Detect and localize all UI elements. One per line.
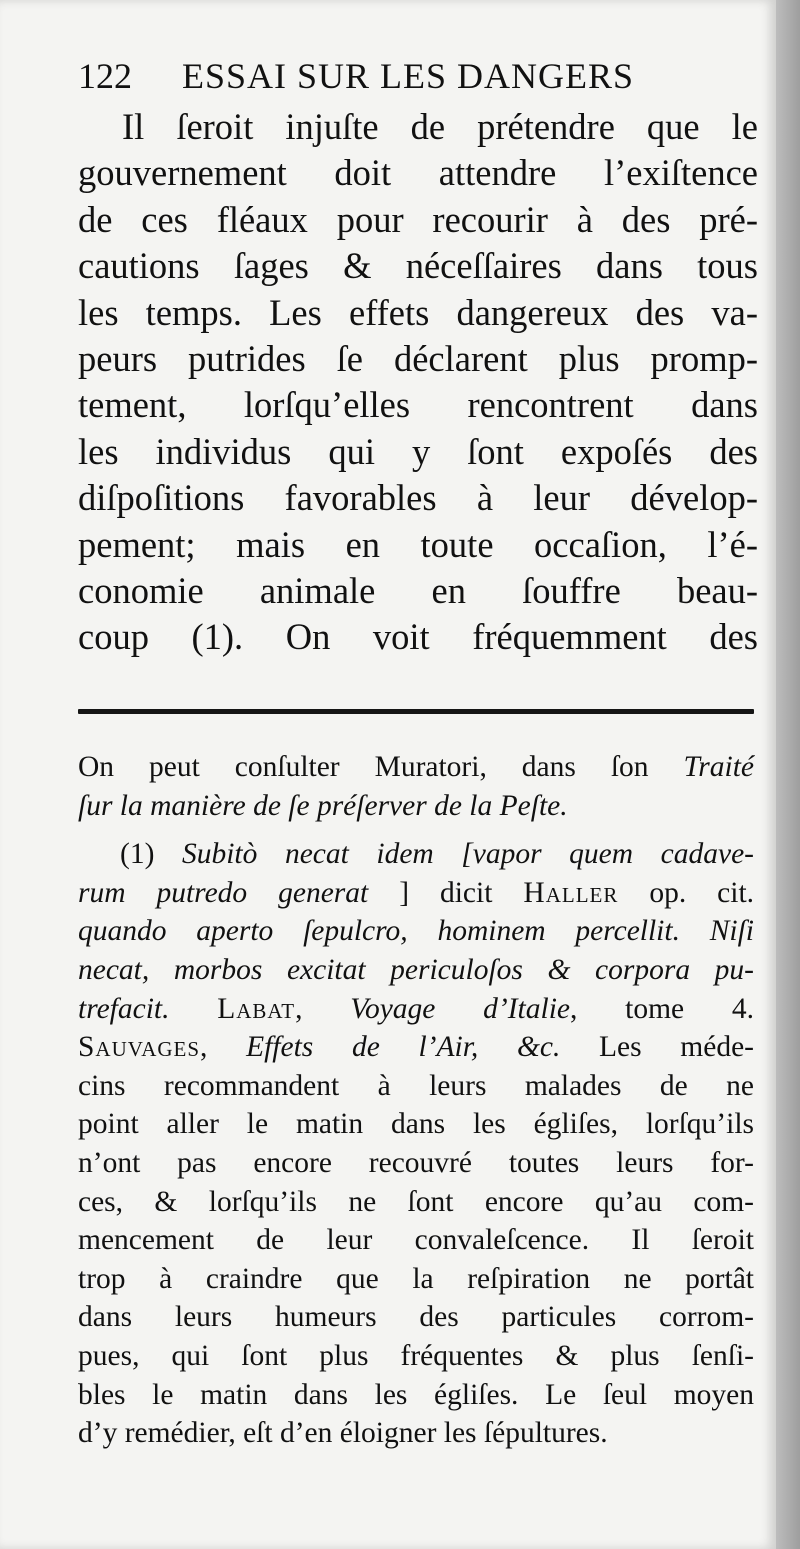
footnote-text: Les méde- [599, 1031, 754, 1064]
footnote-1-line: bles le matin dans les égliſes. Le ſeul moyen [78, 1378, 754, 1411]
footnote-text: , [295, 992, 303, 1025]
footnote-1-line: n’ont pas encore recouvré toutes leurs for- [78, 1146, 754, 1179]
page-header [78, 52, 758, 100]
footnote-1-line: dans leurs humeurs des particules corrom- [78, 1301, 754, 1334]
footnote-1-line [78, 1028, 754, 1067]
footnote-latin-quote: trefacit. [78, 992, 170, 1025]
book-title: Voyage d’Italie [350, 992, 570, 1025]
footnote-1-line: cins recommandent à leurs malades de ne [78, 1069, 754, 1102]
footnote-1-line: necat, morbos excitat periculoſos & corpora pu- [78, 953, 754, 986]
footnote-text: , tome 4. [570, 992, 754, 1025]
text-line: conomie animale en ſouffre beau- [78, 569, 758, 611]
text-line: gouvernement doit attendre l’exiſtence [78, 152, 758, 194]
footnote-text: ] dicit [399, 876, 493, 909]
text-line: les temps. Les effets dangereux des va- [78, 291, 758, 333]
book-title: Effets de l’Air, &c. [246, 1031, 561, 1064]
text-line: les individus qui y ſont expoſés des [78, 430, 758, 472]
footnote-a-line: ſur la manière de ſe préſerver de la Peſte. [78, 789, 568, 822]
footnote-latin-quote: rum putredo generat [78, 876, 369, 909]
footnote-a-italic: Traité [683, 751, 754, 783]
footnote-gap [78, 825, 754, 835]
footnote-1-line: pues, qui ſont plus fréquentes & plus ſenſi- [78, 1339, 754, 1372]
footnotes-block [78, 748, 754, 1453]
footnote-1-line [78, 874, 754, 913]
text-line: cautions ſages & néceſſaires dans tous [78, 245, 758, 287]
author-name: Sauvages [78, 1031, 201, 1064]
running-title: ESSAI SUR LES DANGERS [182, 56, 635, 96]
footnote-1-line: mencement de leur convaleſcence. Il ſeroit [78, 1224, 754, 1257]
text-line: peurs putrides ſe déclarent plus promp- [78, 337, 758, 379]
footnote-marker: (1) [120, 838, 155, 871]
footnote-1-line [78, 990, 754, 1029]
footnote-1-line [78, 835, 754, 874]
footnote-1-line: ces, & lorſqu’ils ne ſont encore qu’au com- [78, 1185, 754, 1218]
footnote-text: op. cit. [649, 876, 755, 909]
author-name: Haller [523, 876, 619, 909]
text-line: coup (1). On voit fréquemment des [78, 616, 758, 658]
text-line: tement, lorſqu’elles rencontrent dans [78, 384, 758, 426]
footnote-1-line: quando aperto ſepulcro, hominem percellit. Niſi [78, 915, 754, 948]
book-edge-shadow [776, 0, 800, 1549]
text-line: de ces fléaux pour recourir à des pré- [78, 198, 758, 240]
footnote-latin-quote: Subitò necat idem [vapor quem cadave- [181, 838, 754, 871]
text-line: Il ſeroit injuſte de prétendre que le [122, 106, 758, 147]
footnote-rule [78, 709, 754, 714]
footnote-a-line [78, 748, 754, 787]
footnote-1-line: point aller le matin dans les égliſes, lorſqu’ils [78, 1108, 754, 1141]
footnote-text: , [200, 1031, 208, 1064]
text-line: pement; mais en toute occaſion, l’é- [78, 523, 758, 565]
footnote-a-text: On peut conſulter Muratori, dans ſon [78, 751, 649, 783]
footnote-1-line: trop à craindre que la reſpiration ne portât [78, 1262, 754, 1295]
text-line: diſpoſitions favorables à leur dévelop- [78, 477, 758, 519]
footnote-1-line: d’y remédier, eſt d’en éloigner les ſépultures. [78, 1417, 608, 1450]
page-number: 122 [78, 56, 132, 96]
main-text-block [78, 104, 758, 661]
author-name: Labat [217, 992, 296, 1025]
